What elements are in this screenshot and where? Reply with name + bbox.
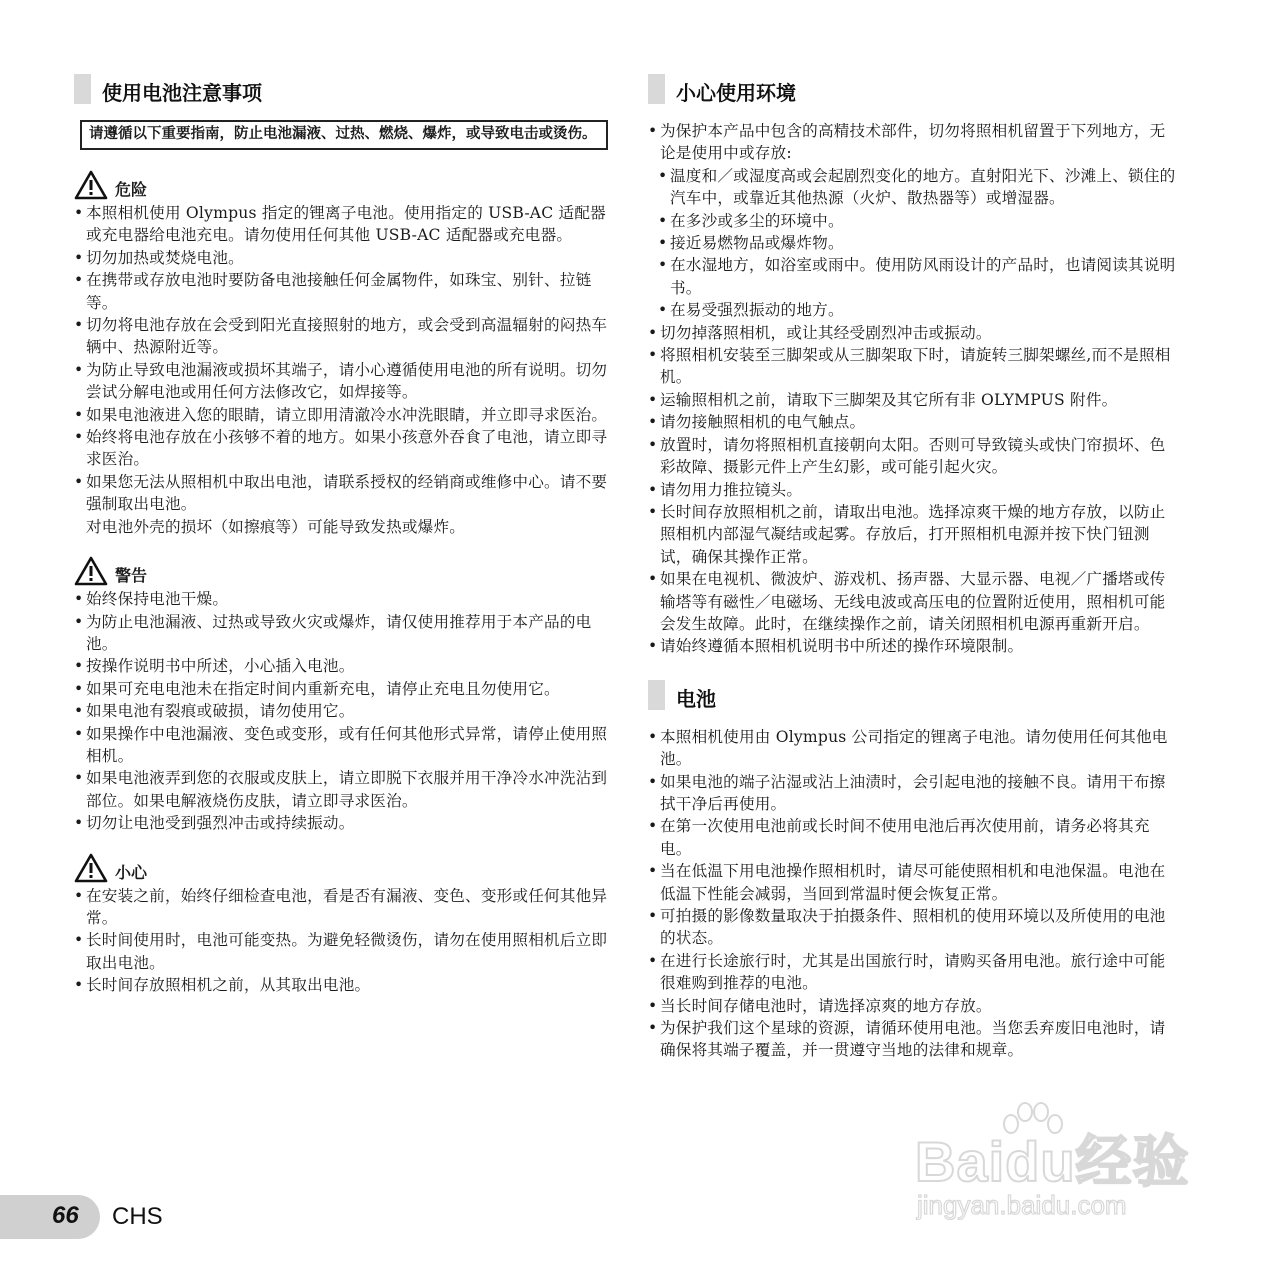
list-item: • 长时间存放照相机之前，请取出电池。选择凉爽干燥的地方存放，以防止照相机内部湿气凝结或起雾。存放后，打开照相机电源并按下快门钮测试，确保其操作正常。 (648, 501, 1178, 568)
list-item: • 在进行长途旅行时，尤其是出国旅行时，请购买备用电池。旅行途中可能很难购到推荐的电池。 (648, 950, 1178, 995)
section-header-environment (648, 74, 1178, 104)
warning-triangle-icon (74, 170, 108, 200)
environment-list (648, 120, 1178, 658)
danger-heading (74, 170, 612, 200)
list-item: • 如果可充电电池未在指定时间内重新充电，请停止充电且勿使用它。 (74, 678, 612, 700)
list-item: • 请勿用力推拉镜头。 (648, 479, 1178, 501)
section-title: 小心使用环境 (676, 81, 796, 105)
section-marker (648, 74, 665, 104)
list-item: • 请始终遵循本照相机说明书中所述的操作环境限制。 (648, 635, 1178, 657)
list-item: • 为防止导致电池漏液或损坏其端子，请小心遵循使用电池的所有说明。切勿尝试分解电池或用任何方法修改它，如焊接等。 (74, 359, 612, 404)
list-item: • 如果电池有裂痕或破损，请勿使用它。 (74, 700, 612, 722)
list-item: • 切勿加热或焚烧电池。 (74, 247, 612, 269)
watermark-brand: Baidu经验 (915, 1130, 1190, 1193)
list-item: • 如果操作中电池漏液、变色或变形，或有任何其他形式异常，请停止使用照相机。 (74, 723, 612, 768)
list-item: • 可拍摄的影像数量取决于拍摄条件、照相机的使用环境以及所使用的电池的状态。 (648, 905, 1178, 950)
list-item: • 如果您无法从照相机中取出电池，请联系授权的经销商或维修中心。请不要强制取出电池。 (74, 471, 612, 516)
list-item: • 放置时，请勿将照相机直接朝向太阳。否则可导致镜头或快门帘损坏、色彩故障、摄影元件上产生幻影，或可能引起火灾。 (648, 434, 1178, 479)
list-item: • 长时间使用时，电池可能变热。为避免轻微烫伤，请勿在使用照相机后立即取出电池。 (74, 929, 612, 974)
section-header-battery-precautions (74, 74, 612, 104)
list-item: • 将照相机安装至三脚架或从三脚架取下时，请旋转三脚架螺丝,而不是照相机。 (648, 344, 1178, 389)
list-item: • 如果电池液进入您的眼睛，请立即用清澈冷水冲洗眼睛，并立即寻求医治。 (74, 404, 612, 426)
sub-list-item: • 温度和／或湿度高或会起剧烈变化的地方。直射阳光下、沙滩上、锁住的汽车中，或靠近其他热源（火炉、散热器等）或增湿器。 (648, 165, 1178, 210)
right-column (648, 74, 1178, 1062)
list-item: • 运输照相机之前，请取下三脚架及其它所有非 OLYMPUS 附件。 (648, 389, 1178, 411)
list-item: • 切勿掉落照相机，或让其经受剧烈冲击或振动。 (648, 322, 1178, 344)
list-item: • 在第一次使用电池前或长时间不使用电池后再次使用前，请务必将其充电。 (648, 815, 1178, 860)
list-item: • 在携带或存放电池时要防备电池接触任何金属物件，如珠宝、别针、拉链等。 (74, 269, 612, 314)
sub-list-item: • 在易受强烈振动的地方。 (648, 299, 1178, 321)
list-item: • 当在低温下用电池操作照相机时，请尽可能使照相机和电池保温。电池在低温下性能会减弱，当回到常温时便会恢复正常。 (648, 860, 1178, 905)
page-number-tab (0, 1195, 100, 1239)
sub-list-item: • 接近易燃物品或爆炸物。 (648, 232, 1178, 254)
list-item: • 如果在电视机、微波炉、游戏机、扬声器、大显示器、电视／广播塔或传输塔等有磁性／电磁场、无线电波或高压电的位置附近使用，照相机可能会发生故障。此时，在继续操作之前，请关闭照相机电源再重新开启。 (648, 568, 1178, 635)
list-item: • 长时间存放照相机之前，从其取出电池。 (74, 974, 612, 996)
section-title: 电池 (676, 686, 716, 711)
language-code: CHS (112, 1203, 163, 1230)
sub-list-item: • 在水湿地方，如浴室或雨中。使用防风雨设计的产品时，也请阅读其说明书。 (648, 254, 1178, 299)
section-header-battery (648, 680, 1178, 710)
list-item: • 当长时间存储电池时，请选择凉爽的地方存放。 (648, 995, 1178, 1017)
list-item: • 始终保持电池干燥。 (74, 588, 612, 610)
list-item: • 切勿让电池受到强烈冲击或持续振动。 (74, 812, 612, 834)
list-item: • 按操作说明书中所述，小心插入电池。 (74, 655, 612, 677)
watermark-url: jingyan.baidu.com (917, 1190, 1127, 1220)
list-item: • 始终将电池存放在小孩够不着的地方。如果小孩意外吞食了电池，请立即寻求医治。 (74, 426, 612, 471)
warning-heading (74, 556, 612, 586)
page-number: 66 (52, 1202, 79, 1229)
list-item: • 如果电池液弄到您的衣服或皮肤上，请立即脱下衣服并用干净冷水冲洗沾到部位。如果电解液烧伤皮肤，请立即寻求医治。 (74, 767, 612, 812)
list-item: • 为防止电池漏液、过热或导致火灾或爆炸，请仅使用推荐用于本产品的电池。 (74, 611, 612, 656)
danger-label: 危险 (115, 180, 148, 199)
caution-label: 小心 (115, 862, 148, 882)
list-item: • 如果电池的端子沾湿或沾上油渍时，会引起电池的接触不良。请用干布擦拭干净后再使用。 (648, 771, 1178, 816)
list-item: • 在安装之前，始终仔细检查电池，看是否有漏液、变色、变形或任何其他异常。 (74, 885, 612, 930)
sub-list-item: • 在多沙或多尘的环境中。 (648, 210, 1178, 232)
list-item: • 本照相机使用 Olympus 指定的锂离子电池。使用指定的 USB-AC 适配器或充电器给电池充电。请勿使用任何其他 USB-AC 适配器或充电器。 (74, 202, 612, 247)
caution-heading (74, 853, 612, 883)
warning-triangle-icon (74, 853, 108, 883)
list-item: • 为保护我们这个星球的资源，请循环使用电池。当您丢弃废旧电池时，请确保将其端子覆盖，并一贯遵守当地的法律和规章。 (648, 1017, 1178, 1062)
left-column (74, 74, 612, 997)
baidu-watermark (905, 1100, 1205, 1230)
warning-label: 警告 (115, 566, 148, 586)
list-item: • 切勿将电池存放在会受到阳光直接照射的地方，或会受到高温辐射的闷热车辆中、热源附近等。 (74, 314, 612, 359)
section-marker (74, 74, 91, 104)
battery-list (648, 726, 1178, 1062)
list-item: • 为保护本产品中包含的高精技术部件，切勿将照相机留置于下列地方，无论是使用中或存放: (648, 120, 1178, 165)
important-notice-box: 请遵循以下重要指南，防止电池漏液、过热、燃烧、爆炸，或导致电击或烫伤。 (80, 120, 608, 150)
caution-list (74, 885, 612, 997)
warning-list (74, 588, 612, 834)
warning-triangle-icon (74, 556, 108, 586)
section-marker (648, 680, 665, 710)
list-item: • 请勿接触照相机的电气触点。 (648, 411, 1178, 433)
section-title: 使用电池注意事项 (102, 81, 262, 105)
list-item: • 本照相机使用由 Olympus 公司指定的锂离子电池。请勿使用任何其他电池。 (648, 726, 1178, 771)
list-item-continuation: 对电池外壳的损坏（如擦痕等）可能导致发热或爆炸。 (86, 517, 466, 536)
danger-list (74, 202, 612, 538)
